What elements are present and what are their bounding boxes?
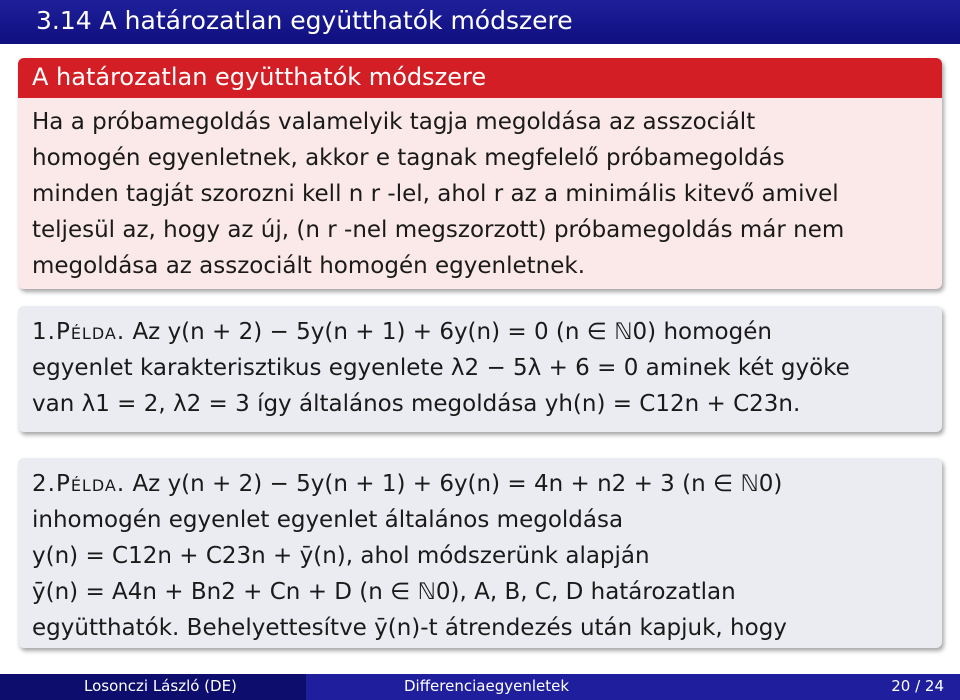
slide-header — [0, 0, 960, 44]
footer-author: Losonczi László (DE) — [84, 677, 237, 695]
block-body — [18, 98, 942, 284]
example-2-block — [18, 458, 942, 648]
footer-title: Differenciaegyenletek — [404, 677, 570, 695]
footer-author-section — [0, 674, 306, 700]
block-line-3: minden tagját szorozni kell n r -lel, ahol r az a minimális kitevő amivel — [32, 181, 839, 207]
example-1-text-1: Az y(n + 2) − 5y(n + 1) + 6y(n) = 0 (n ∈ ℕ0) homogén — [132, 319, 772, 345]
footer-page-number: 20 / 24 — [891, 677, 944, 695]
example-2-line-5: együtthatók. Behelyettesítve ȳ(n)-t átrendezés után kapjuk, hogy — [32, 615, 787, 641]
block-line-2: homogén egyenletnek, akkor e tagnak megfelelő próbamegoldás — [32, 145, 785, 171]
block-line-5: megoldása az asszociált homogén egyenletnek. — [32, 253, 585, 279]
block-title: A határozatlan együtthatók módszere — [18, 58, 942, 98]
example-1-body — [18, 306, 942, 422]
example-1-line-3: van λ1 = 2, λ2 = 3 így általános megoldása yh(n) = C12n + C23n. — [32, 391, 801, 417]
example-2-label: 2.Példa. — [32, 471, 126, 497]
example-2-line-1 — [32, 466, 928, 502]
slide-footer — [0, 674, 960, 700]
example-1-line-2: egyenlet karakterisztikus egyenlete λ2 − 5λ + 6 = 0 aminek két gyöke — [32, 355, 850, 381]
example-2-line-4: ȳ(n) = A4n + Bn2 + Cn + D (n ∈ ℕ0), A, B, C, D határozatlan — [32, 579, 736, 605]
example-2-line-2: inhomogén egyenlet egyenlet általános megoldása — [32, 507, 624, 533]
example-2-text-1: Az y(n + 2) − 5y(n + 1) + 6y(n) = 4n + n2 + 3 (n ∈ ℕ0) — [132, 471, 783, 497]
example-1-block — [18, 306, 942, 432]
slide-title: 3.14 A határozatlan együtthatók módszere — [36, 6, 573, 35]
definition-block — [18, 58, 942, 289]
example-2-line-3: y(n) = C12n + C23n + ȳ(n), ahol módszerünk alapján — [32, 543, 650, 569]
block-line-1: Ha a próbamegoldás valamelyik tagja megoldása az asszociált — [32, 109, 756, 135]
example-1-label: 1.Példa. — [32, 319, 126, 345]
footer-title-section — [306, 674, 960, 700]
example-2-body — [18, 458, 942, 646]
example-1-line-1 — [32, 314, 928, 350]
block-line-4: teljesül az, hogy az új, (n r -nel megszorzott) próbamegoldás már nem — [32, 217, 845, 243]
